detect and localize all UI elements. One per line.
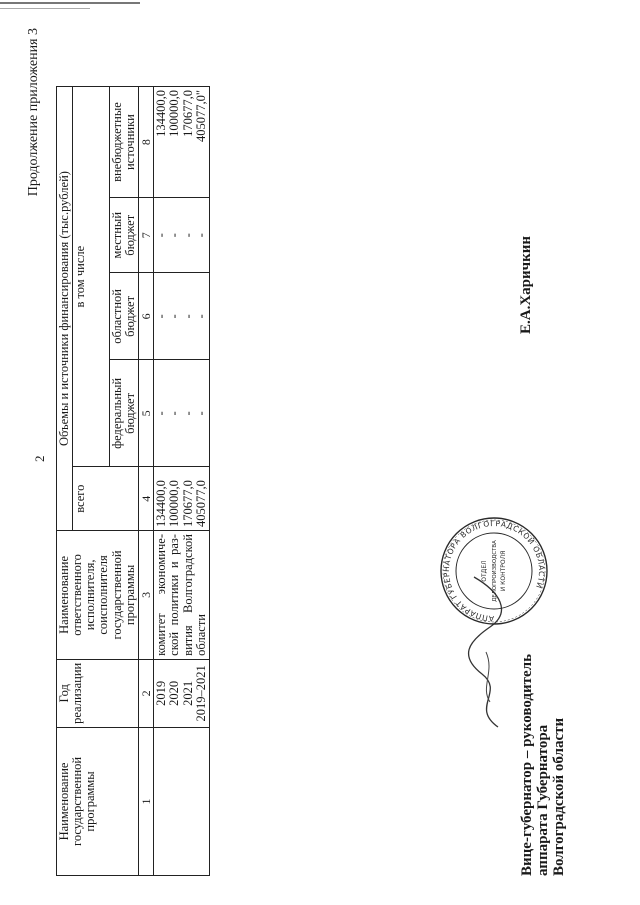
federal-value: - xyxy=(154,411,169,416)
total-cell xyxy=(154,467,210,531)
column-number: 5 xyxy=(138,360,154,467)
header-executor-line: исполнителя, xyxy=(83,559,98,631)
total-value: 405077,0 xyxy=(193,480,208,528)
executor-cell xyxy=(154,531,210,660)
table-row xyxy=(154,87,210,876)
total-value: 100000,0 xyxy=(167,480,182,528)
program-name-cell xyxy=(154,727,210,875)
regional-value: - xyxy=(167,314,182,319)
local-value: - xyxy=(193,233,208,238)
official-seal xyxy=(438,515,550,627)
regional-value: - xyxy=(193,314,208,319)
header-total: всего xyxy=(73,467,139,531)
federal-cell xyxy=(154,360,210,467)
federal-value: - xyxy=(167,411,182,416)
header-funding-group: Объемы и источники финансирования (тыс.рублей) xyxy=(57,87,73,531)
local-value: - xyxy=(180,233,195,238)
extrabudgetary-value: 134400,0 xyxy=(154,90,169,137)
scan-artifact-line xyxy=(0,8,90,9)
total-value: 170677,0 xyxy=(180,480,195,528)
rotated-content xyxy=(20,22,620,882)
seal-inner-line: ОТДЕЛ xyxy=(481,560,488,582)
year-value: 2019 xyxy=(154,680,169,706)
federal-value: - xyxy=(193,411,208,416)
header-regional: областной бюджет xyxy=(109,273,138,360)
regional-cell xyxy=(154,273,210,360)
header-including: в том числе xyxy=(73,87,109,467)
signer-title-line: Волгоградской области xyxy=(550,717,567,876)
signer-title-line: Вице-губернатор – руководитель xyxy=(519,653,535,876)
seal-outer-text: АППАРАТ ГУБЕРНАТОРА ВОЛГОГРАДСКОЙ ОБЛАСТИ xyxy=(441,518,547,624)
header-federal: федеральный бюджет xyxy=(109,360,138,467)
table-header-row xyxy=(57,87,73,876)
column-number: 3 xyxy=(138,531,154,660)
regional-value: - xyxy=(154,314,169,319)
column-number: 1 xyxy=(138,727,154,875)
executor-line: вития Волгоградской xyxy=(180,534,195,656)
signer-title-line: аппарата Губернатора xyxy=(534,724,551,876)
year-value: 2021 xyxy=(180,680,195,706)
column-number: 2 xyxy=(138,659,154,727)
local-value: - xyxy=(154,233,169,238)
column-number-row xyxy=(138,87,154,876)
executor-line: комитет экономиче- xyxy=(154,534,169,656)
header-executor-line: программы xyxy=(122,564,137,626)
executor-line: ской политики и раз- xyxy=(167,534,182,656)
local-value: - xyxy=(167,233,182,238)
header-extrabudgetary: внебюджетные источники xyxy=(109,87,138,198)
extrabudgetary-value: 100000,0 xyxy=(167,90,182,137)
header-executor xyxy=(57,531,139,660)
financing-table xyxy=(56,86,210,876)
column-number: 7 xyxy=(138,198,154,273)
total-value: 134400,0 xyxy=(154,480,169,528)
year-value: 2019–2021 xyxy=(193,665,208,722)
header-executor-line: Наименование xyxy=(57,555,71,634)
seal-inner-line: ДЕЛОПРОИЗВОДСТВА xyxy=(492,540,498,602)
federal-value: - xyxy=(180,411,195,416)
extrabudgetary-cell xyxy=(154,87,210,198)
header-executor-line: государственной xyxy=(109,550,124,640)
continuation-note: Продолжение приложения 3 xyxy=(26,28,41,197)
extrabudgetary-value: 170677,0 xyxy=(180,90,195,137)
header-program-name: Наименование государственной программы xyxy=(57,727,139,875)
extrabudgetary-value: 405077,0" xyxy=(193,90,208,142)
year-value: 2020 xyxy=(167,680,182,706)
column-number: 6 xyxy=(138,273,154,360)
executor-line: области xyxy=(193,614,208,656)
header-executor-line: ответственного xyxy=(70,554,85,636)
local-cell xyxy=(154,198,210,273)
header-executor-line: соисполнителя xyxy=(96,555,111,635)
scan-artifact-line xyxy=(0,2,140,4)
signer-title xyxy=(520,654,567,876)
header-year: Год реализации xyxy=(57,659,139,727)
page-number: 2 xyxy=(32,455,47,462)
year-cell xyxy=(154,659,210,727)
column-number: 4 xyxy=(138,467,154,531)
regional-value: - xyxy=(180,314,195,319)
seal-inner-line: И КОНТРОЛЯ xyxy=(500,550,507,592)
column-number: 8 xyxy=(138,87,154,198)
header-local: местный бюджет xyxy=(109,198,138,273)
signer-name: Е.А.Харичкин xyxy=(518,235,534,334)
